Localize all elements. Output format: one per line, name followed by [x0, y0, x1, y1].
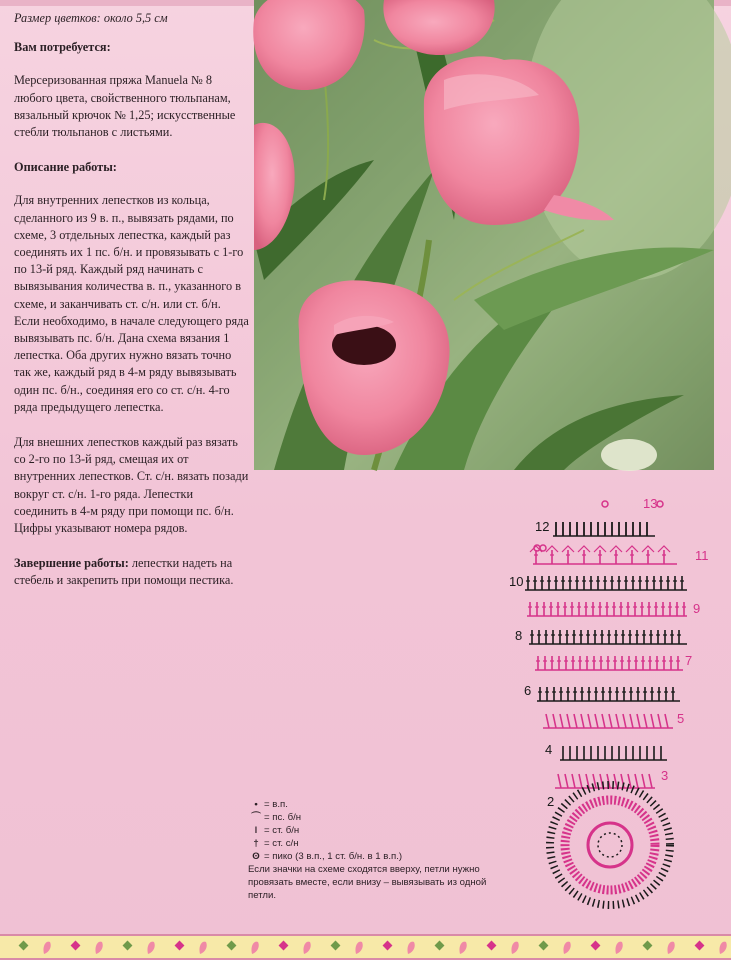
row-label-12: 12	[535, 519, 550, 534]
diagram-row	[543, 714, 673, 728]
finishing-heading: Завершение работы:	[14, 556, 129, 571]
finishing-paragraph	[14, 555, 249, 589]
row-label-4: 4	[545, 742, 553, 757]
diagram-row	[525, 576, 687, 590]
picot-mark	[657, 501, 663, 507]
double-crochet-icon: †	[253, 838, 259, 849]
diagram-row	[530, 546, 677, 564]
chain-icon: •	[254, 799, 258, 810]
picot-mark	[602, 501, 608, 507]
legend-item-chain	[248, 798, 488, 811]
tulip-illustration	[254, 0, 714, 470]
symbol-legend	[248, 798, 488, 902]
description-heading: Описание работы:	[14, 160, 117, 175]
legend-note: Если значки на схеме сходятся вверху, петли нужно провязать вместе, если внизу – вывязывать из одной петли.	[248, 864, 487, 901]
description-paragraph-2: Для внешних лепестков каждый раз вязать со 2-го по 13-й ряд, смещая их от внутренних лепестков. Ст. с/н. вязать позади вокруг ст. с/н. 1-го ряда. Лепестки соединить в 4-м ряду при помощи пс. б/н. Цифры указывают номера рядов.	[14, 435, 249, 536]
instructions-column	[14, 10, 249, 608]
legend-label: = ст. с/н	[264, 838, 299, 849]
tulip-photo	[254, 0, 714, 470]
legend-label: = пс. б/н	[264, 812, 302, 823]
diagram-row	[537, 687, 680, 701]
legend-item-picot	[248, 850, 488, 863]
crochet-chart	[509, 490, 725, 910]
picot-mark	[540, 545, 546, 551]
diagram-row	[535, 656, 683, 670]
legend-label: = пико (3 в.п., 1 ст. б/н. в 1 в.п.)	[264, 851, 403, 862]
row-label-10: 10	[509, 574, 524, 589]
legend-label: = ст. б/н	[264, 825, 300, 836]
crochet-diagram	[509, 490, 725, 910]
row-label-3: 3	[661, 768, 669, 783]
slip-stitch-icon: ⌒	[251, 812, 261, 823]
row-label-9: 9	[693, 601, 701, 616]
diagram-row	[527, 602, 687, 616]
legend-item-single-crochet	[248, 824, 488, 837]
finishing-text: лепестки надеть на стебель и закрепить при помощи пестика.	[14, 556, 234, 588]
legend-item-slip-stitch	[248, 811, 488, 824]
foundation-ring	[550, 785, 670, 905]
row-label-11: 11	[695, 548, 709, 563]
diagram-row	[560, 746, 667, 760]
materials-text: Мерсеризованная пряжа Manuela № 8 любого цвета, свойственного тюльпанам, вязальный крючок № 1,25; искусственные стебли тюльпанов с листьями.	[14, 73, 236, 140]
legend-label: = в.п.	[264, 799, 288, 810]
picot-mark	[534, 545, 540, 551]
legend-item-double-crochet	[248, 837, 488, 850]
row-label-8: 8	[515, 628, 523, 643]
row-label-5: 5	[677, 711, 685, 726]
diagram-row	[555, 774, 655, 788]
decorative-border	[0, 928, 731, 960]
description-paragraph-1: Для внутренних лепестков из кольца, сделанного из 9 в. п., вывязать рядами, по схеме, 3 отдельных лепестка, каждый раз соединять их 1 пс. б/н. и провязывать с 1-го по 13-й ряд. Каждый ряд начинать с вывязывания количества в. п., указанного в схеме, и заканчивать ст. с/н. или ст. б/н. Если необходимо, в начале следующего ряда вывязывать пс. б/н. Дана схема вязания 1 лепестка. Оба других нужно вязать точно так же, каждый ряд в 4-м ряду вывязывать один пс. б/н., соединяя его со ст. с/н. 4-го ряда предыдущего лепестка.	[14, 193, 249, 414]
materials-heading: Вам потребуется:	[14, 40, 111, 55]
diagram-row	[553, 522, 655, 536]
row-label-7: 7	[685, 653, 693, 668]
row-label-13: 13	[643, 496, 658, 511]
diagram-row	[529, 630, 687, 644]
row-label-6: 6	[524, 683, 532, 698]
flower-size: Размер цветков: около 5,5 см	[14, 11, 168, 25]
picot-icon: ʘ	[252, 851, 260, 862]
row-label-2: 2	[547, 794, 555, 809]
single-crochet-icon: ǀ	[254, 825, 258, 836]
